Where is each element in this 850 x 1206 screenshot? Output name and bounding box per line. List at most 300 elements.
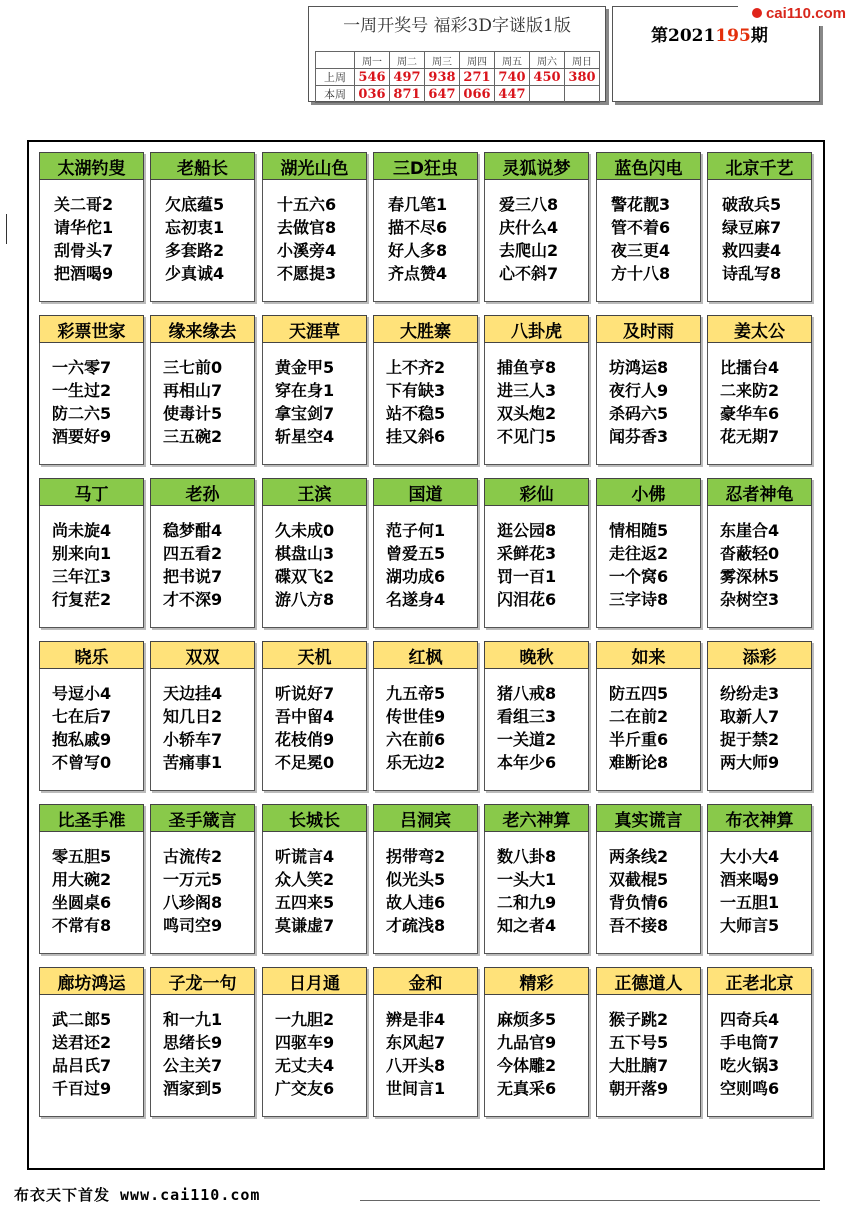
riddle-line: 不足冕0 bbox=[275, 753, 335, 772]
draw-number bbox=[565, 86, 600, 103]
riddle-line: 一关道2 bbox=[497, 730, 557, 749]
riddle-line: 酒来喝9 bbox=[720, 870, 780, 889]
riddle-author: 吕洞宾 bbox=[373, 804, 478, 832]
riddle-cell bbox=[39, 315, 144, 465]
riddle-line: 知几日2 bbox=[163, 707, 223, 726]
riddle-line: 辨是非4 bbox=[386, 1010, 446, 1029]
riddle-line: 号逗小4 bbox=[52, 684, 112, 703]
riddle-line: 九五帝5 bbox=[386, 684, 446, 703]
riddle-line: 似光头5 bbox=[386, 870, 446, 889]
this-week-row bbox=[316, 86, 600, 103]
draws-table bbox=[315, 51, 600, 103]
riddle-line: 不愿提3 bbox=[277, 264, 337, 283]
riddle-line: 双头炮2 bbox=[497, 404, 557, 423]
riddle-line: 采鲜花3 bbox=[497, 544, 557, 563]
riddle-author: 北京千艺 bbox=[707, 152, 812, 180]
riddle-lines bbox=[597, 682, 712, 774]
riddle-lines bbox=[374, 356, 489, 448]
riddle-line: 十五六6 bbox=[277, 195, 337, 214]
riddle-line: 齐点赞4 bbox=[388, 264, 448, 283]
riddle-line: 才疏浅8 bbox=[386, 916, 446, 935]
riddle-line: 苦痛事1 bbox=[163, 753, 223, 772]
riddle-line: 公主关7 bbox=[163, 1056, 223, 1075]
riddle-author: 如来 bbox=[596, 641, 701, 669]
riddle-cell bbox=[373, 967, 478, 1117]
riddle-cell bbox=[262, 641, 367, 791]
riddle-lines bbox=[374, 682, 489, 774]
riddle-line: 花无期7 bbox=[720, 427, 780, 446]
riddle-line: 不曾写0 bbox=[52, 753, 112, 772]
draw-number: 066 bbox=[460, 86, 495, 103]
riddle-lines bbox=[263, 845, 378, 937]
riddle-line: 防五四5 bbox=[609, 684, 669, 703]
footer-credit: 布衣天下首发 www.cai110.com bbox=[14, 1186, 261, 1204]
draw-number: 447 bbox=[495, 86, 530, 103]
draw-number: 380 bbox=[565, 69, 600, 86]
riddle-cell bbox=[39, 967, 144, 1117]
riddle-line: 吃火锅3 bbox=[720, 1056, 780, 1075]
riddle-author: 精彩 bbox=[484, 967, 589, 995]
riddle-lines bbox=[40, 519, 155, 611]
riddle-lines bbox=[151, 519, 266, 611]
riddle-line: 使毒计5 bbox=[163, 404, 223, 423]
riddle-line: 小轿车7 bbox=[163, 730, 223, 749]
riddle-line: 听谎言4 bbox=[275, 847, 335, 866]
issue-suffix: 期 bbox=[750, 26, 768, 46]
riddle-cell bbox=[707, 478, 812, 628]
draw-number: 450 bbox=[530, 69, 565, 86]
riddle-line: 绿豆麻7 bbox=[722, 218, 782, 237]
riddle-cell bbox=[484, 478, 589, 628]
riddle-cell bbox=[484, 804, 589, 954]
riddle-line: 一五胆1 bbox=[720, 893, 780, 912]
riddle-line: 抱私戚9 bbox=[52, 730, 112, 749]
riddle-line: 闻芬香3 bbox=[609, 427, 669, 446]
riddle-author: 子龙一句 bbox=[150, 967, 255, 995]
riddle-line: 捉于禁2 bbox=[720, 730, 780, 749]
riddle-line: 下有缺3 bbox=[386, 381, 446, 400]
riddle-cell bbox=[707, 152, 812, 302]
riddle-author: 晚秋 bbox=[484, 641, 589, 669]
riddle-line: 杀码六5 bbox=[609, 404, 669, 423]
riddle-author: 小佛 bbox=[596, 478, 701, 506]
riddle-cell bbox=[373, 641, 478, 791]
riddle-line: 救四妻4 bbox=[722, 241, 782, 260]
riddle-lines bbox=[485, 845, 600, 937]
riddle-line: 管不着6 bbox=[611, 218, 671, 237]
riddle-author: 忍者神龟 bbox=[707, 478, 812, 506]
day-label: 周五 bbox=[495, 52, 530, 69]
riddle-line: 三年江3 bbox=[52, 567, 112, 586]
draw-number: 497 bbox=[390, 69, 425, 86]
riddle-lines bbox=[597, 193, 714, 285]
riddle-line: 酒家到5 bbox=[163, 1079, 223, 1098]
riddle-cell bbox=[707, 804, 812, 954]
riddle-lines bbox=[708, 193, 825, 285]
riddle-cell bbox=[373, 152, 478, 302]
riddle-line: 多套路2 bbox=[165, 241, 225, 260]
draw-number: 871 bbox=[390, 86, 425, 103]
riddle-line: 比擂台4 bbox=[720, 358, 780, 377]
riddle-cell bbox=[484, 967, 589, 1117]
riddle-line: 一万元5 bbox=[163, 870, 223, 889]
riddle-lines bbox=[263, 356, 378, 448]
site-logo[interactable] bbox=[738, 0, 850, 26]
riddle-line: 二和九9 bbox=[497, 893, 557, 912]
riddle-line: 碟双飞2 bbox=[275, 567, 335, 586]
riddle-line: 零五胆5 bbox=[52, 847, 112, 866]
riddle-cell bbox=[596, 152, 701, 302]
riddle-line: 罚一百1 bbox=[497, 567, 557, 586]
riddle-lines bbox=[708, 356, 823, 448]
riddle-grid bbox=[27, 140, 825, 1170]
riddle-lines bbox=[151, 1008, 266, 1100]
riddle-line: 无丈夫4 bbox=[275, 1056, 335, 1075]
draw-number: 546 bbox=[355, 69, 390, 86]
riddle-line: 吾中留4 bbox=[275, 707, 335, 726]
riddle-line: 九品官9 bbox=[497, 1033, 557, 1052]
riddle-line: 棋盘山3 bbox=[275, 544, 335, 563]
riddle-line: 取新人7 bbox=[720, 707, 780, 726]
riddle-line: 进三人3 bbox=[497, 381, 557, 400]
riddle-line: 难断论8 bbox=[609, 753, 669, 772]
riddle-line: 雾深林5 bbox=[720, 567, 780, 586]
riddle-line: 把酒喝9 bbox=[54, 264, 114, 283]
riddle-line: 杂树空3 bbox=[720, 590, 780, 609]
riddle-lines bbox=[263, 682, 378, 774]
riddle-line: 行复茫2 bbox=[52, 590, 112, 609]
riddle-line: 描不尽6 bbox=[388, 218, 448, 237]
riddle-cell bbox=[262, 315, 367, 465]
riddle-line: 今体雕2 bbox=[497, 1056, 557, 1075]
riddle-line: 名遂身4 bbox=[386, 590, 446, 609]
riddle-line: 麻烦多5 bbox=[497, 1010, 557, 1029]
days-row bbox=[316, 52, 600, 69]
riddle-line: 古流传2 bbox=[163, 847, 223, 866]
riddle-line: 才不深9 bbox=[163, 590, 223, 609]
riddle-line: 四五看2 bbox=[163, 544, 223, 563]
riddle-line: 关二哥2 bbox=[54, 195, 114, 214]
riddle-lines bbox=[151, 682, 266, 774]
riddle-lines bbox=[597, 1008, 712, 1100]
riddle-cell bbox=[262, 478, 367, 628]
riddle-line: 坊鸿运8 bbox=[609, 358, 669, 377]
riddle-line: 春几笔1 bbox=[388, 195, 448, 214]
riddle-lines bbox=[263, 1008, 378, 1100]
draw-number: 938 bbox=[425, 69, 460, 86]
riddle-line: 防二六5 bbox=[52, 404, 112, 423]
riddle-author: 正德道人 bbox=[596, 967, 701, 995]
draw-number: 036 bbox=[355, 86, 390, 103]
riddle-line: 去爬山2 bbox=[499, 241, 559, 260]
day-label: 周六 bbox=[530, 52, 565, 69]
riddle-line: 三字诗8 bbox=[609, 590, 669, 609]
riddle-lines bbox=[485, 193, 602, 285]
riddle-lines bbox=[597, 519, 712, 611]
riddle-lines bbox=[485, 356, 600, 448]
riddle-line: 莫谦虚7 bbox=[275, 916, 335, 935]
riddle-line: 众人笑2 bbox=[275, 870, 335, 889]
riddle-line: 乐无边2 bbox=[386, 753, 446, 772]
riddle-line: 站不稳5 bbox=[386, 404, 446, 423]
riddle-author: 布衣神算 bbox=[707, 804, 812, 832]
riddle-line: 警花靓3 bbox=[611, 195, 671, 214]
riddle-line: 东崖合4 bbox=[720, 521, 780, 540]
riddle-line: 品吕氏7 bbox=[52, 1056, 112, 1075]
riddle-cell bbox=[39, 804, 144, 954]
riddle-author: 天机 bbox=[262, 641, 367, 669]
riddle-line: 空则鸣6 bbox=[720, 1079, 780, 1098]
last-week-row bbox=[316, 69, 600, 86]
riddle-lines bbox=[40, 356, 155, 448]
riddle-line: 大肚腩7 bbox=[609, 1056, 669, 1075]
riddle-cell bbox=[596, 641, 701, 791]
riddle-line: 吾不接8 bbox=[609, 916, 669, 935]
riddle-author: 大胜寨 bbox=[373, 315, 478, 343]
issue-number: 195 bbox=[715, 26, 751, 46]
riddle-cell bbox=[596, 478, 701, 628]
riddle-line: 拿宝剑7 bbox=[275, 404, 335, 423]
riddle-cell bbox=[596, 315, 701, 465]
riddle-cell bbox=[150, 478, 255, 628]
riddle-lines bbox=[151, 845, 266, 937]
riddle-lines bbox=[40, 1008, 155, 1100]
riddle-lines bbox=[40, 193, 157, 285]
riddle-author: 日月通 bbox=[262, 967, 367, 995]
riddle-line: 穿在身1 bbox=[275, 381, 335, 400]
riddle-author: 马丁 bbox=[39, 478, 144, 506]
riddle-line: 沓蔽轻0 bbox=[720, 544, 780, 563]
riddle-line: 四驱车9 bbox=[275, 1033, 335, 1052]
riddle-line: 一九胆2 bbox=[275, 1010, 335, 1029]
riddle-lines bbox=[597, 356, 712, 448]
day-label: 周一 bbox=[355, 52, 390, 69]
riddle-line: 请华佗1 bbox=[54, 218, 114, 237]
riddle-line: 朝开落9 bbox=[609, 1079, 669, 1098]
riddle-cell bbox=[707, 967, 812, 1117]
riddle-lines bbox=[485, 682, 600, 774]
riddle-line: 心不斜7 bbox=[499, 264, 559, 283]
riddle-line: 夜三更4 bbox=[611, 241, 671, 260]
riddle-lines bbox=[708, 1008, 823, 1100]
riddle-line: 本年少6 bbox=[497, 753, 557, 772]
riddle-author: 正老北京 bbox=[707, 967, 812, 995]
riddle-lines bbox=[708, 845, 823, 937]
riddle-cell bbox=[262, 804, 367, 954]
riddle-cell bbox=[39, 478, 144, 628]
riddle-cell bbox=[373, 315, 478, 465]
riddle-line: 豪华车6 bbox=[720, 404, 780, 423]
riddle-author: 八卦虎 bbox=[484, 315, 589, 343]
riddle-line: 传世佳9 bbox=[386, 707, 446, 726]
riddle-line: 纷纷走3 bbox=[720, 684, 780, 703]
riddle-lines bbox=[708, 682, 823, 774]
riddle-line: 二来防2 bbox=[720, 381, 780, 400]
riddle-line: 武二郎5 bbox=[52, 1010, 112, 1029]
riddle-line: 酒要好9 bbox=[52, 427, 112, 446]
riddle-cell bbox=[150, 315, 255, 465]
riddle-author: 三D狂虫 bbox=[373, 152, 478, 180]
riddle-line: 五下号5 bbox=[609, 1033, 669, 1052]
riddle-lines bbox=[374, 519, 489, 611]
riddle-line: 背负情6 bbox=[609, 893, 669, 912]
riddle-author: 长城长 bbox=[262, 804, 367, 832]
riddle-author: 老六神算 bbox=[484, 804, 589, 832]
riddle-author: 天涯草 bbox=[262, 315, 367, 343]
riddle-line: 八珍阁8 bbox=[163, 893, 223, 912]
riddle-line: 用大碗2 bbox=[52, 870, 112, 889]
riddle-cell bbox=[596, 804, 701, 954]
riddle-line: 诗乱写8 bbox=[722, 264, 782, 283]
riddle-lines bbox=[40, 682, 155, 774]
riddle-line: 把书说7 bbox=[163, 567, 223, 586]
riddle-line: 坐圆桌6 bbox=[52, 893, 112, 912]
riddle-line: 故人违6 bbox=[386, 893, 446, 912]
riddle-author: 金和 bbox=[373, 967, 478, 995]
riddle-line: 两大师9 bbox=[720, 753, 780, 772]
riddle-line: 数八卦8 bbox=[497, 847, 557, 866]
riddle-cell bbox=[39, 641, 144, 791]
riddle-line: 天边挂4 bbox=[163, 684, 223, 703]
logo-dot-icon bbox=[752, 8, 762, 18]
riddle-author: 彩仙 bbox=[484, 478, 589, 506]
riddle-line: 一六零7 bbox=[52, 358, 112, 377]
riddle-lines bbox=[374, 845, 489, 937]
riddle-line: 拐带弯2 bbox=[386, 847, 446, 866]
riddle-cell bbox=[150, 967, 255, 1117]
riddle-line: 去做官8 bbox=[277, 218, 337, 237]
row-label-this-week: 本周 bbox=[316, 86, 355, 103]
riddle-author: 灵狐说梦 bbox=[484, 152, 589, 180]
riddle-author: 老孙 bbox=[150, 478, 255, 506]
riddle-lines bbox=[151, 356, 266, 448]
riddle-line: 好人多8 bbox=[388, 241, 448, 260]
riddle-line: 双截棍5 bbox=[609, 870, 669, 889]
riddle-line: 游八方8 bbox=[275, 590, 335, 609]
riddle-line: 大小大4 bbox=[720, 847, 780, 866]
riddle-line: 曾爱五5 bbox=[386, 544, 446, 563]
riddle-cell bbox=[262, 152, 367, 302]
riddle-line: 四奇兵4 bbox=[720, 1010, 780, 1029]
riddle-author: 国道 bbox=[373, 478, 478, 506]
riddle-lines bbox=[263, 519, 378, 611]
riddle-line: 忘初衷1 bbox=[165, 218, 225, 237]
riddle-author: 姜太公 bbox=[707, 315, 812, 343]
row-label-last-week: 上周 bbox=[316, 69, 355, 86]
riddle-cell bbox=[707, 641, 812, 791]
issue-prefix: 第2021 bbox=[651, 26, 716, 46]
riddle-author: 双双 bbox=[150, 641, 255, 669]
riddle-cell bbox=[373, 804, 478, 954]
draw-number: 647 bbox=[425, 86, 460, 103]
riddle-line: 知之者4 bbox=[497, 916, 557, 935]
riddle-author: 及时雨 bbox=[596, 315, 701, 343]
riddle-line: 两条线2 bbox=[609, 847, 669, 866]
riddle-cell bbox=[484, 641, 589, 791]
riddle-line: 一头大1 bbox=[497, 870, 557, 889]
riddle-author: 廊坊鸿运 bbox=[39, 967, 144, 995]
riddle-line: 不常有8 bbox=[52, 916, 112, 935]
riddle-line: 爱三八8 bbox=[499, 195, 559, 214]
day-label: 周四 bbox=[460, 52, 495, 69]
riddle-cell bbox=[596, 967, 701, 1117]
riddle-line: 再相山7 bbox=[163, 381, 223, 400]
riddle-line: 五四来5 bbox=[275, 893, 335, 912]
riddle-line: 小溪旁4 bbox=[277, 241, 337, 260]
riddle-line: 少真诚4 bbox=[165, 264, 225, 283]
riddle-line: 久未成0 bbox=[275, 521, 335, 540]
riddle-line: 湖功成6 bbox=[386, 567, 446, 586]
riddle-author: 真实谎言 bbox=[596, 804, 701, 832]
riddle-author: 比圣手准 bbox=[39, 804, 144, 832]
riddle-line: 世间言1 bbox=[386, 1079, 446, 1098]
riddle-line: 一生过2 bbox=[52, 381, 112, 400]
riddle-line: 七在后7 bbox=[52, 707, 112, 726]
riddle-author: 红枫 bbox=[373, 641, 478, 669]
riddle-cell bbox=[262, 967, 367, 1117]
riddle-line: 大师言5 bbox=[720, 916, 780, 935]
riddle-line: 庆什么4 bbox=[499, 218, 559, 237]
site-logo-text: cai110.com bbox=[765, 4, 846, 22]
riddle-cell bbox=[150, 152, 255, 302]
riddle-cell bbox=[373, 478, 478, 628]
riddle-line: 不见门5 bbox=[497, 427, 557, 446]
riddle-line: 鸣司空9 bbox=[163, 916, 223, 935]
riddle-lines bbox=[485, 1008, 600, 1100]
riddle-line: 走往返2 bbox=[609, 544, 669, 563]
draw-number: 271 bbox=[460, 69, 495, 86]
riddle-lines bbox=[597, 845, 712, 937]
riddle-lines bbox=[708, 519, 823, 611]
corner-cell bbox=[316, 52, 355, 69]
riddle-author: 晓乐 bbox=[39, 641, 144, 669]
footer-rule bbox=[360, 1200, 820, 1201]
riddle-line: 逛公园8 bbox=[497, 521, 557, 540]
riddle-author: 王滨 bbox=[262, 478, 367, 506]
riddle-line: 听说好7 bbox=[275, 684, 335, 703]
day-label: 周三 bbox=[425, 52, 460, 69]
riddle-lines bbox=[485, 519, 600, 611]
riddle-line: 猪八戒8 bbox=[497, 684, 557, 703]
riddle-line: 千百过9 bbox=[52, 1079, 112, 1098]
riddle-lines bbox=[374, 1008, 489, 1100]
riddle-line: 上不齐2 bbox=[386, 358, 446, 377]
riddle-cell bbox=[484, 315, 589, 465]
riddle-line: 尚未旋4 bbox=[52, 521, 112, 540]
riddle-line: 方十八8 bbox=[611, 264, 671, 283]
riddle-line: 二在前2 bbox=[609, 707, 669, 726]
riddle-lines bbox=[263, 193, 380, 285]
left-divider bbox=[0, 214, 7, 244]
weekly-draws-panel bbox=[308, 6, 606, 102]
riddle-author: 缘来缘去 bbox=[150, 315, 255, 343]
riddle-cell bbox=[39, 152, 144, 302]
riddle-line: 一个窝6 bbox=[609, 567, 669, 586]
riddle-lines bbox=[374, 193, 491, 285]
riddle-line: 和一九1 bbox=[163, 1010, 223, 1029]
riddle-line: 三七前0 bbox=[163, 358, 223, 377]
riddle-line: 范子何1 bbox=[386, 521, 446, 540]
riddle-line: 稳梦酣4 bbox=[163, 521, 223, 540]
riddle-line: 送君还2 bbox=[52, 1033, 112, 1052]
day-label: 周二 bbox=[390, 52, 425, 69]
riddle-author: 湖光山色 bbox=[262, 152, 367, 180]
riddle-line: 黄金甲5 bbox=[275, 358, 335, 377]
riddle-author: 彩票世家 bbox=[39, 315, 144, 343]
riddle-line: 斩星空4 bbox=[275, 427, 335, 446]
riddle-line: 夜行人9 bbox=[609, 381, 669, 400]
riddle-line: 别来向1 bbox=[52, 544, 112, 563]
